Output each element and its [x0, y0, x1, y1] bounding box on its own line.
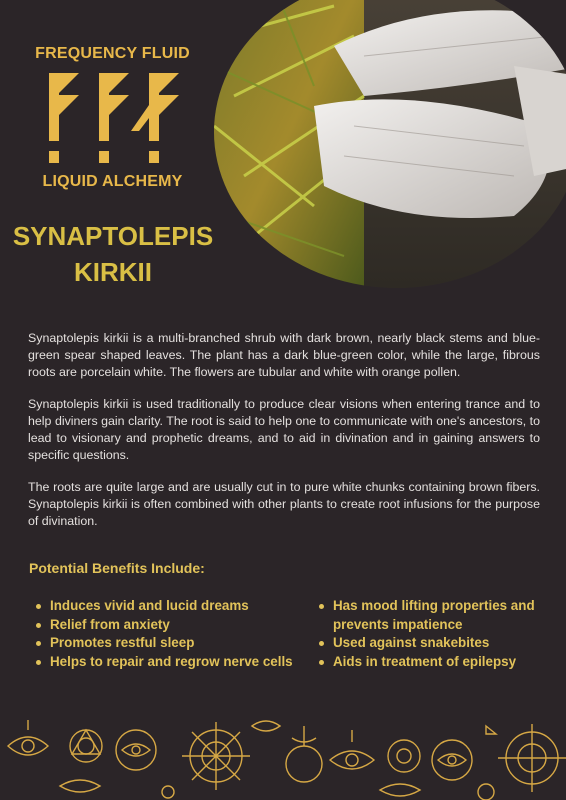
paragraph: Synaptolepis kirkii is used traditionally to produce clear visions when entering trance and to help diviners gain clarity. The root is said to help one to communicate with one's ancestors, to lead to visionary and prophetic dreams, and to aid in divination and in gaining answers to specific questions.: [28, 397, 540, 462]
benefits-heading: Potential Benefits Include:: [29, 560, 205, 576]
paragraph: Synaptolepis kirkii is a multi-branched shrub with dark brown, nearly black stems and blue-green spear shaped leaves. The plant has a dark blue-green color, while the large, fibrous roots are porcelain white. The flowers are tubular and white with orange pollen.: [28, 331, 540, 379]
paragraph: The roots are quite large and are usually cut in to pure white chunks containing brown fibers. Synaptolepis kirkii is often combined with other plants to create root infusions for the purpose of divination.: [28, 480, 540, 528]
benefits-column-right: [319, 597, 544, 671]
benefits-list: [36, 597, 556, 671]
rune-logo-icon: [43, 71, 183, 167]
benefits-column-left: [36, 597, 301, 671]
list-item: Relief from anxiety: [36, 616, 301, 635]
root-photo-icon: [214, 0, 566, 288]
hero-image: [214, 0, 566, 288]
brand-tagline: LIQUID ALCHEMY: [42, 173, 183, 190]
brand-name: FREQUENCY FLUID: [35, 45, 190, 62]
list-item: Promotes restful sleep: [36, 634, 301, 653]
list-item: Used against snakebites: [319, 634, 544, 653]
list-item: Has mood lifting properties and prevents impatience: [319, 597, 544, 634]
title-line-1: SYNAPTOLEPIS: [12, 221, 214, 251]
page-title: [8, 218, 218, 290]
list-item: Aids in treatment of epilepsy: [319, 653, 544, 672]
description: [28, 330, 540, 545]
list-item: Helps to repair and regrow nerve cells: [36, 653, 301, 672]
title-line-2: KIRKII: [74, 257, 152, 287]
mystic-symbols-icon: [0, 716, 566, 800]
list-item: Induces vivid and lucid dreams: [36, 597, 301, 616]
brand: [30, 45, 195, 191]
